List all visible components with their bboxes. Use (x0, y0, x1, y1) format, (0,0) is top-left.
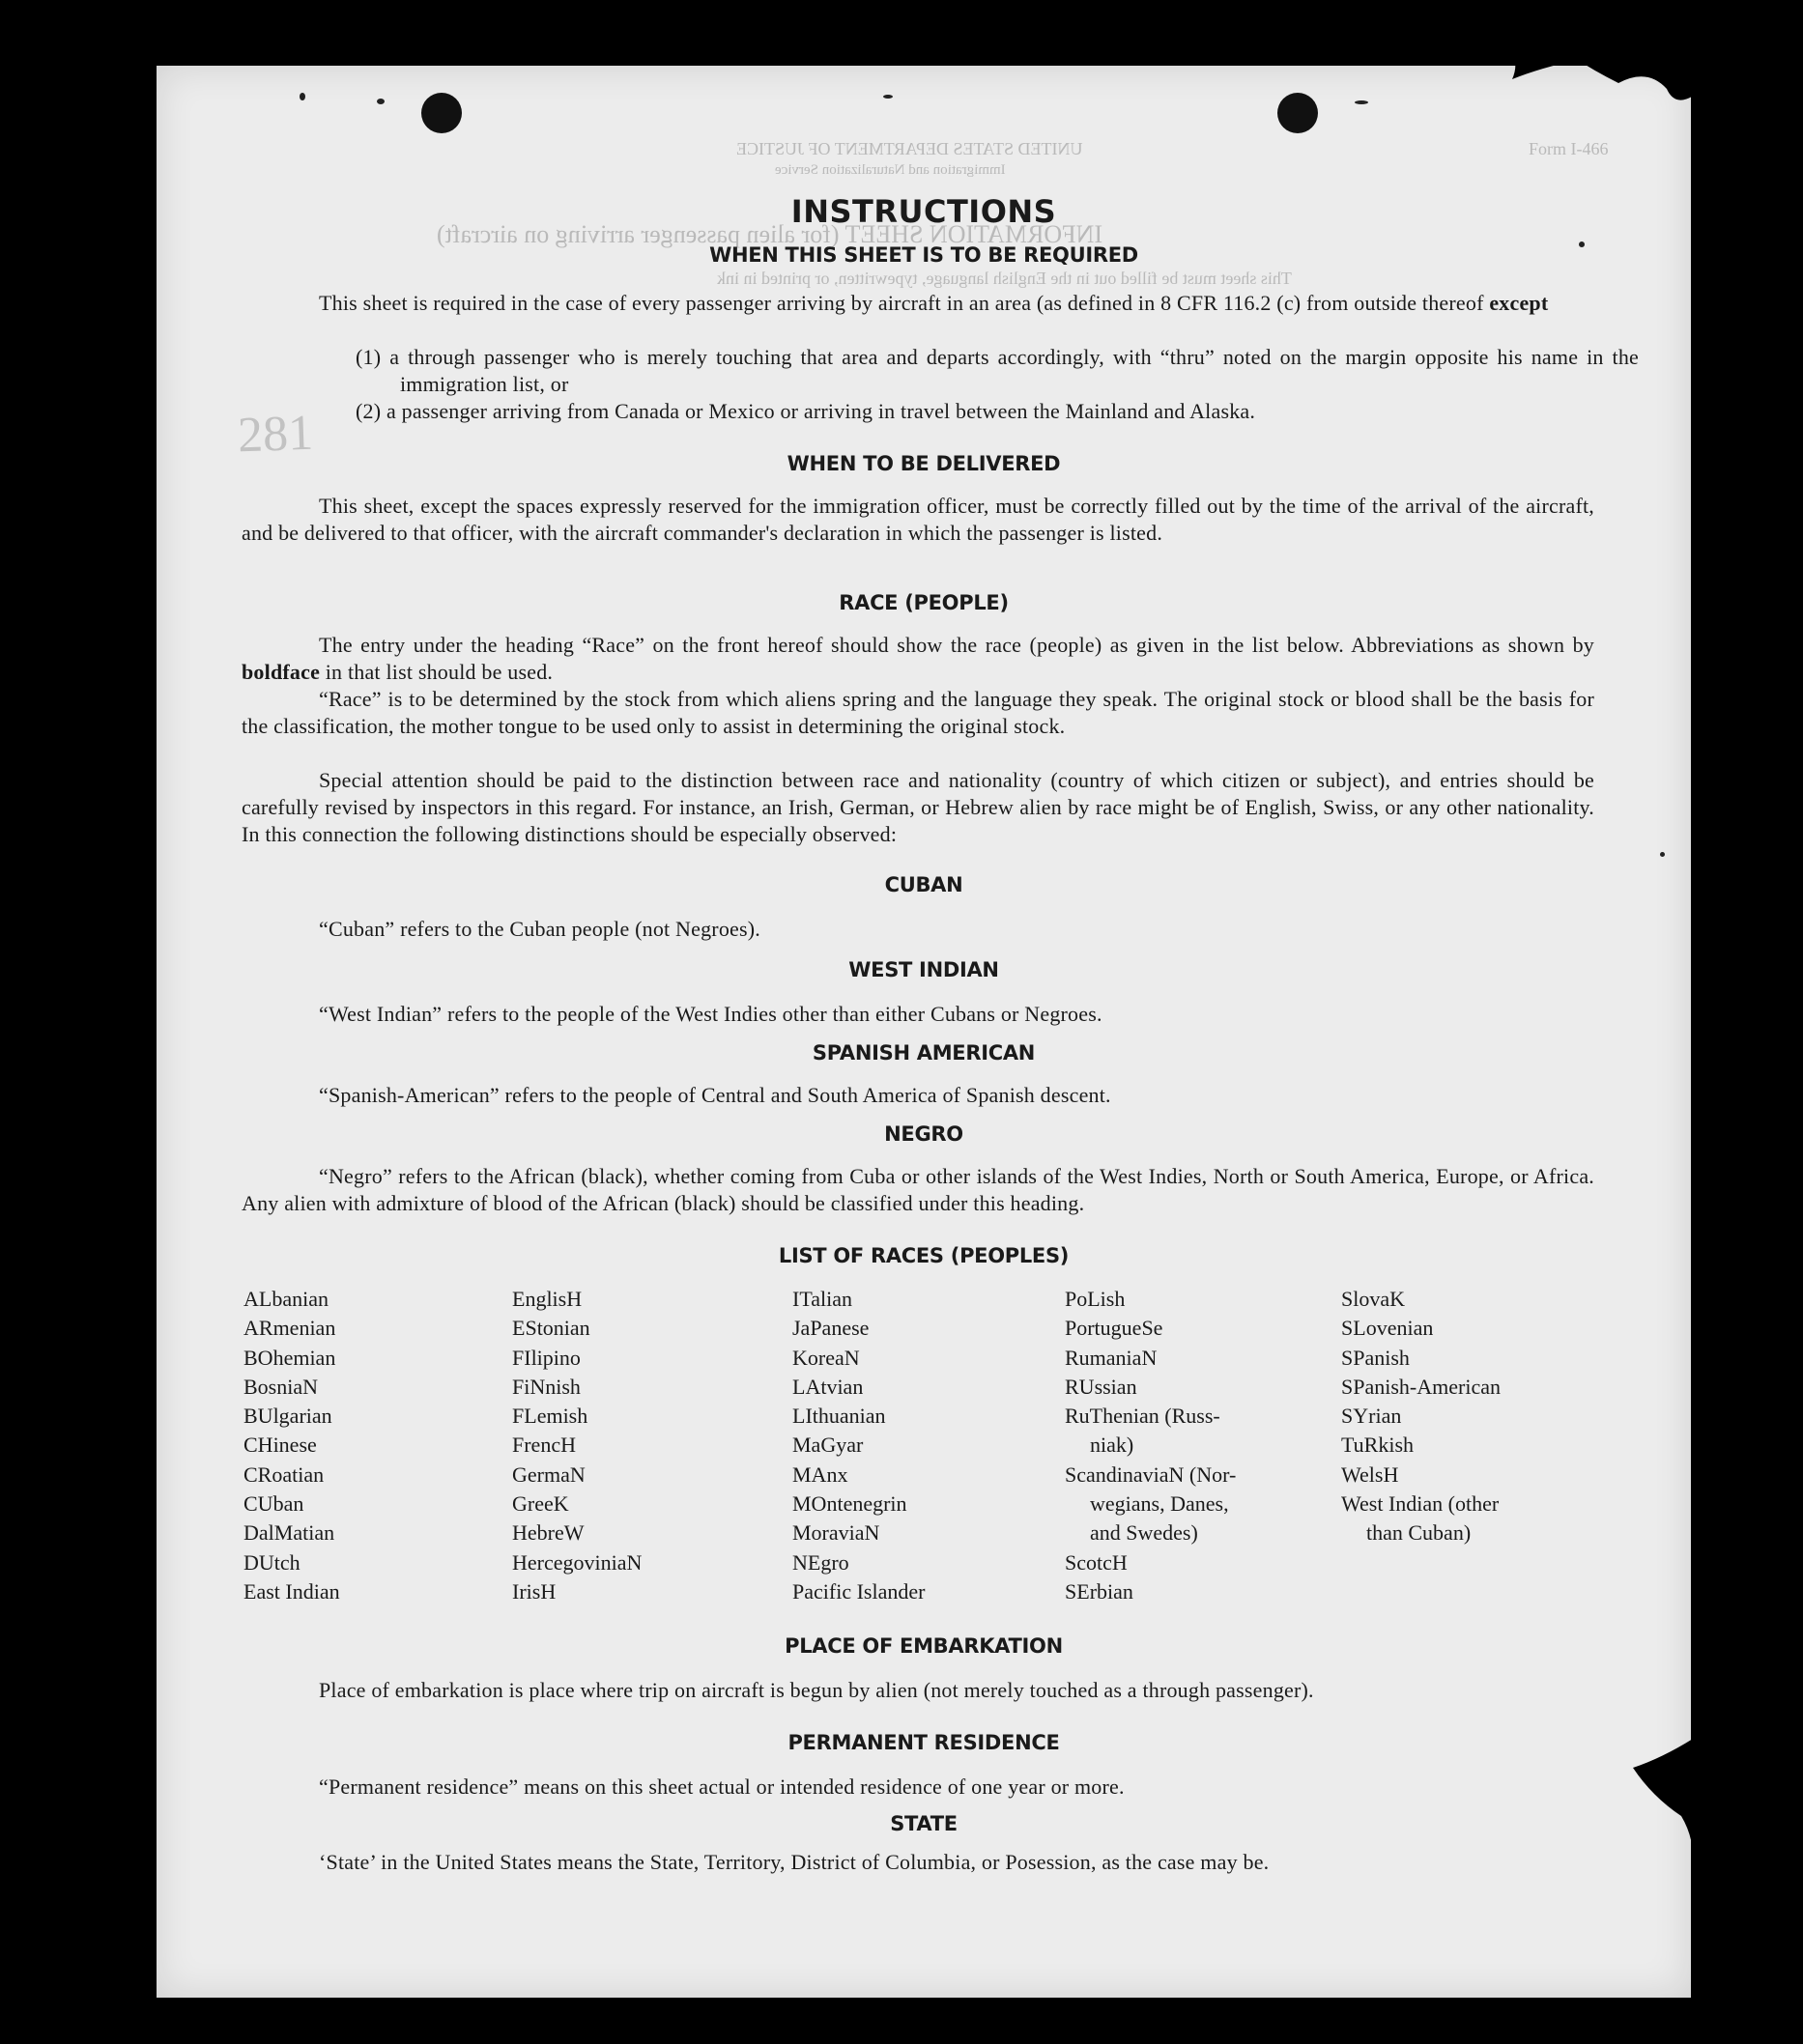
race-entry-part: TuRkish (1341, 1433, 1415, 1458)
race-entry (792, 1461, 925, 1490)
race-entry-part: MA (792, 1462, 827, 1487)
document-page (157, 66, 1691, 1998)
permanent-residence-paragraph: “Permanent residence” means on this sheet actual or intended residence of one year or more. (319, 1774, 1125, 1799)
race-entry-part: CU (243, 1491, 273, 1517)
race-paragraph-3: Special attention should be paid to the distinction between race and nationality (country of which citizen or subject), and entries should be carefully revised by inspectors in this regard. For instance, an Irish, German, or Hebrew alien by race might be of English, Swiss, or any other nationality. In this connection the following distinctions should be especially observed: (242, 768, 1594, 846)
race-entry-part: than Cuban) (1366, 1520, 1472, 1546)
race-entry (1065, 1548, 1236, 1577)
race-entry-part: BU (243, 1404, 273, 1429)
race-entry (1341, 1314, 1501, 1343)
race-column-1 (243, 1285, 340, 1606)
race-entry-part: H (1383, 1462, 1399, 1487)
speck (1660, 852, 1665, 857)
cuban-paragraph: “Cuban” refers to the Cuban people (not Negroes). (319, 917, 760, 941)
race-entry-part: LI (792, 1404, 813, 1429)
race-entry-part: Bosnia (243, 1374, 303, 1399)
race-entry (1065, 1431, 1236, 1460)
bleed-form-number: Form I-466 (1529, 139, 1609, 158)
race-entry-part: FiNnish (512, 1374, 581, 1399)
race-entry (243, 1490, 340, 1519)
race-entry-part: emish (536, 1404, 588, 1429)
west-indian-paragraph: “West Indian” refers to the people of the West Indies other than either Cubans or Negroes. (319, 1002, 1102, 1026)
race-entry-part: tvian (820, 1374, 864, 1399)
race-entry-part: thuanian (812, 1404, 886, 1429)
race-entry-part: oatian (272, 1462, 325, 1487)
race-entry-part: inese (272, 1433, 317, 1458)
race-entry-part: RuThenian (Russ- (1065, 1404, 1220, 1429)
bleed-line: This sheet must be filled out in the English language, typewritten, or printed in ink (717, 269, 1292, 288)
race-entry-part: AL (243, 1287, 272, 1311)
race-entry-part: anish (1364, 1345, 1410, 1370)
race-entry (512, 1402, 642, 1431)
race-entry-part: N (569, 1462, 586, 1487)
race-entry-part: H (1111, 1549, 1128, 1575)
race-entry-part: SP (1341, 1345, 1365, 1370)
required-item-1 (356, 344, 1639, 398)
required-item-1-text: a through passenger who is merely touching that area and departs accordingly, with “thru” noted on the margin opposite his name in the immigration list, or (389, 345, 1639, 396)
race-entry (512, 1373, 642, 1402)
race-entry (1341, 1373, 1501, 1402)
race-entry-part: ovenian (1365, 1316, 1434, 1341)
race-entry-part: Germa (512, 1462, 570, 1487)
race-entry-part: Pacific Islander (792, 1578, 926, 1604)
race-entry-part: DalMatian (243, 1520, 335, 1546)
section-heading-west-indian: WEST INDIAN (848, 958, 999, 981)
race-entry-part: N (864, 1520, 880, 1546)
race-entry-part: FI (512, 1345, 531, 1370)
race-entry (512, 1461, 642, 1490)
race-entry (1341, 1431, 1501, 1460)
race-entry (792, 1548, 925, 1577)
race-entry-part: N (844, 1345, 860, 1370)
race-entry-part: Wels (1341, 1462, 1384, 1487)
race-entry-part: IT (792, 1287, 812, 1311)
bleed-title: INFORMATION SHEET (for alien passenger arriving on aircraft) (437, 220, 1103, 248)
section-heading-race: RACE (PEOPLE) (839, 591, 1009, 614)
race-paragraph-2: “Race” is to be determined by the stock from which aliens spring and the language they speak. The original stock or blood shall be the basis for the classification, the mother tongue to be used only to assist in determining the original stock. (242, 687, 1594, 738)
section-heading-delivered: WHEN TO BE DELIVERED (787, 452, 1061, 475)
embarkation-paragraph: Place of embarkation is place where trip on aircraft is begun by alien (not merely touched as a through passenger). (319, 1678, 1314, 1702)
race-entry-part: MO (792, 1491, 827, 1517)
section-heading-state: STATE (890, 1812, 958, 1835)
negro-paragraph: “Negro” refers to the African (black), whether coming from Cuba or other islands of the West Indies, North or South America, Europe, or Africa. Any alien with admixture of blood of the African (black) should be classified under this heading. (242, 1164, 1594, 1215)
bleed-service: Immigration and Naturalization Service (775, 162, 1006, 178)
race-entry-part: Iris (512, 1578, 541, 1604)
race-entry-part: ssian (1094, 1374, 1137, 1399)
race-entry-part: PoLish (1065, 1287, 1126, 1311)
section-heading-cuban: CUBAN (884, 873, 963, 896)
race-column-2 (512, 1285, 642, 1606)
required-text: This sheet is required in the case of every passenger arriving by aircraft in an area (as defined in 8 CFR 116.2 (c) from outside thereof (319, 291, 1490, 315)
torn-corner (1502, 39, 1696, 145)
race-entry-part: menian (272, 1316, 336, 1341)
race-entry-part: niak) (1090, 1433, 1134, 1458)
required-item-2-text: a passenger arriving from Canada or Mexico or arriving in travel between the Mainland and Alaska. (386, 399, 1256, 423)
race-entry-part: alian (811, 1287, 852, 1311)
race-entry-part: NE (792, 1549, 821, 1575)
race-entry-part: Hebre (512, 1520, 564, 1546)
race-entry (792, 1402, 925, 1431)
race-boldface: boldface (242, 660, 321, 684)
race-entry-part: rbian (1089, 1578, 1133, 1604)
race-entry-part: SP (1341, 1374, 1365, 1399)
race-entry (792, 1285, 925, 1314)
race-entry (512, 1431, 642, 1460)
race-column-3 (792, 1285, 925, 1606)
speck (377, 99, 385, 104)
race-entry (512, 1285, 642, 1314)
section-heading-embarkation: PLACE OF EMBARKATION (785, 1634, 1063, 1658)
required-except: except (1489, 291, 1549, 315)
race-paragraph-1 (242, 632, 1594, 686)
page-title: INSTRUCTIONS (790, 193, 1057, 230)
race-entry-part: wegians, Danes, (1090, 1491, 1229, 1517)
race-entry (243, 1402, 340, 1431)
race-entry-part: SE (1065, 1578, 1090, 1604)
race-entry-part: W (563, 1520, 585, 1546)
torn-edge (1623, 1700, 1739, 1884)
race-entry-part: PortugueSe (1065, 1316, 1163, 1341)
section-heading-list-of-races: LIST OF RACES (PEOPLES) (778, 1244, 1070, 1267)
race-entry (243, 1461, 340, 1490)
race-entry (792, 1490, 925, 1519)
race-entry (243, 1431, 340, 1460)
race-column-4 (1065, 1285, 1236, 1606)
race-entry (243, 1344, 340, 1373)
race-entry-part: tch (273, 1549, 300, 1575)
race-entry-part: N (1141, 1345, 1158, 1370)
race-entry-part: Slova (1341, 1287, 1390, 1311)
race-entry-part: ntenegrin (826, 1491, 907, 1517)
race-entry (792, 1519, 925, 1547)
race-text-1b: in that list should be used. (320, 660, 554, 684)
required-item-2 (356, 398, 1639, 425)
race-entry (1065, 1461, 1236, 1490)
speck (883, 95, 893, 99)
race-text-1: The entry under the heading “Race” on the front hereof should show the race (people) as given in the list below. Abbreviations as shown by (319, 633, 1594, 657)
race-entry (1065, 1344, 1236, 1373)
speck (300, 93, 305, 100)
race-entry-part: West Indian (other (1341, 1491, 1500, 1517)
race-entry-part: H (566, 1287, 583, 1311)
race-entry-part: East Indian (243, 1578, 340, 1604)
race-entry-part: Englis (512, 1287, 567, 1311)
state-paragraph: ‘State’ in the United States means the State, Territory, District of Columbia, or Posession, as the case may be. (319, 1850, 1270, 1874)
race-entry-part: rian (1368, 1404, 1402, 1429)
race-entry-part: SL (1341, 1316, 1366, 1341)
race-entry-part: AR (243, 1316, 273, 1341)
race-column-5 (1341, 1285, 1501, 1548)
race-entry (243, 1577, 340, 1606)
race-entry (243, 1548, 340, 1577)
race-entry (512, 1490, 642, 1519)
race-entry (1065, 1519, 1236, 1547)
race-entry-part: Scotc (1065, 1549, 1112, 1575)
race-entry (512, 1519, 642, 1547)
race-entry (243, 1519, 340, 1547)
section-heading-spanish-american: SPANISH AMERICAN (812, 1041, 1036, 1065)
race-entry-part: LA (792, 1374, 821, 1399)
race-entry-part: N (626, 1549, 643, 1575)
race-entry-part: CR (243, 1462, 272, 1487)
race-entry (243, 1285, 340, 1314)
required-paragraph (242, 290, 1594, 317)
race-entry (792, 1314, 925, 1343)
section-heading-permanent-residence: PERMANENT RESIDENCE (787, 1731, 1060, 1754)
race-entry-part: RU (1065, 1374, 1095, 1399)
race-entry (1341, 1402, 1501, 1431)
race-entry (792, 1577, 925, 1606)
race-entry-part: K (1389, 1287, 1406, 1311)
delivered-paragraph: This sheet, except the spaces expressly reserved for the immigration officer, must be correctly filled out by the time of the arrival of the aircraft, and be delivered to that officer, with the aircraft commander's declaration in which the passenger is listed. (242, 494, 1594, 545)
race-entry (512, 1548, 642, 1577)
section-heading-required: WHEN THIS SHEET IS TO BE REQUIRED (709, 243, 1138, 267)
race-entry-part: FL (512, 1404, 537, 1429)
race-entry-part: ban (272, 1491, 304, 1517)
race-entry-part: lipino (530, 1345, 581, 1370)
bleed-department: UNITED STATES DEPARTMENT OF JUSTICE (736, 139, 1083, 158)
race-entry-part: DU (243, 1549, 274, 1575)
race-entry-part: and Swedes) (1090, 1520, 1198, 1546)
race-entry (1065, 1373, 1236, 1402)
bleed-pencil-number: 281 (237, 405, 314, 464)
race-entry-part: gro (820, 1549, 849, 1575)
race-entry (1341, 1519, 1501, 1547)
race-entry (1341, 1461, 1501, 1490)
race-entry (792, 1373, 925, 1402)
race-entry-part: K (553, 1491, 569, 1517)
race-entry (1065, 1285, 1236, 1314)
race-entry (243, 1314, 340, 1343)
race-entry-part: hemian (272, 1345, 336, 1370)
race-entry (1065, 1314, 1236, 1343)
race-entry-part: N (302, 1374, 319, 1399)
race-entry (512, 1344, 642, 1373)
race-entry-part: tonian (536, 1316, 590, 1341)
race-entry-part: H (540, 1578, 557, 1604)
race-entry-part: Moravia (792, 1520, 865, 1546)
race-entry-part: Frenc (512, 1433, 561, 1458)
race-entry-part: CH (243, 1433, 273, 1458)
race-entry-part: Gree (512, 1491, 554, 1517)
race-entry-part: anish-American (1364, 1374, 1501, 1399)
race-entry-part: Rumania (1065, 1345, 1142, 1370)
speck (1355, 100, 1368, 104)
race-entry-part: lgarian (272, 1404, 332, 1429)
race-entry-part: Hercegovinia (512, 1549, 627, 1575)
section-heading-negro: NEGRO (884, 1122, 963, 1146)
race-entry (243, 1373, 340, 1402)
race-entry (792, 1431, 925, 1460)
required-item-1-num: (1) (356, 345, 382, 369)
race-entry (512, 1314, 642, 1343)
race-entry (1065, 1402, 1236, 1431)
race-entry (1341, 1344, 1501, 1373)
race-entry-part: H (560, 1433, 576, 1458)
race-entry-part: banian (272, 1287, 329, 1311)
spanish-american-paragraph: “Spanish-American” refers to the people of Central and South America of Spanish descent. (319, 1083, 1111, 1107)
race-entry-part: nx (826, 1462, 848, 1487)
race-entry (512, 1577, 642, 1606)
race-entry (792, 1344, 925, 1373)
race-entry-part: N (Nor- (1168, 1462, 1237, 1487)
race-entry-part: MaGyar (792, 1433, 864, 1458)
race-entry-part: Scandinavia (1065, 1462, 1169, 1487)
race-entry-part: SY (1341, 1404, 1369, 1429)
race-entry (1065, 1577, 1236, 1606)
punch-hole-right (1277, 93, 1318, 133)
punch-hole-left (421, 93, 462, 133)
race-entry (1341, 1285, 1501, 1314)
required-item-2-num: (2) (356, 399, 382, 423)
race-entry-part: ES (512, 1316, 537, 1341)
race-entry (1341, 1490, 1501, 1519)
race-entry-part: JaPanese (792, 1316, 870, 1341)
race-entry-part: Korea (792, 1345, 844, 1370)
race-entry (1065, 1490, 1236, 1519)
race-entry-part: BO (243, 1345, 273, 1370)
